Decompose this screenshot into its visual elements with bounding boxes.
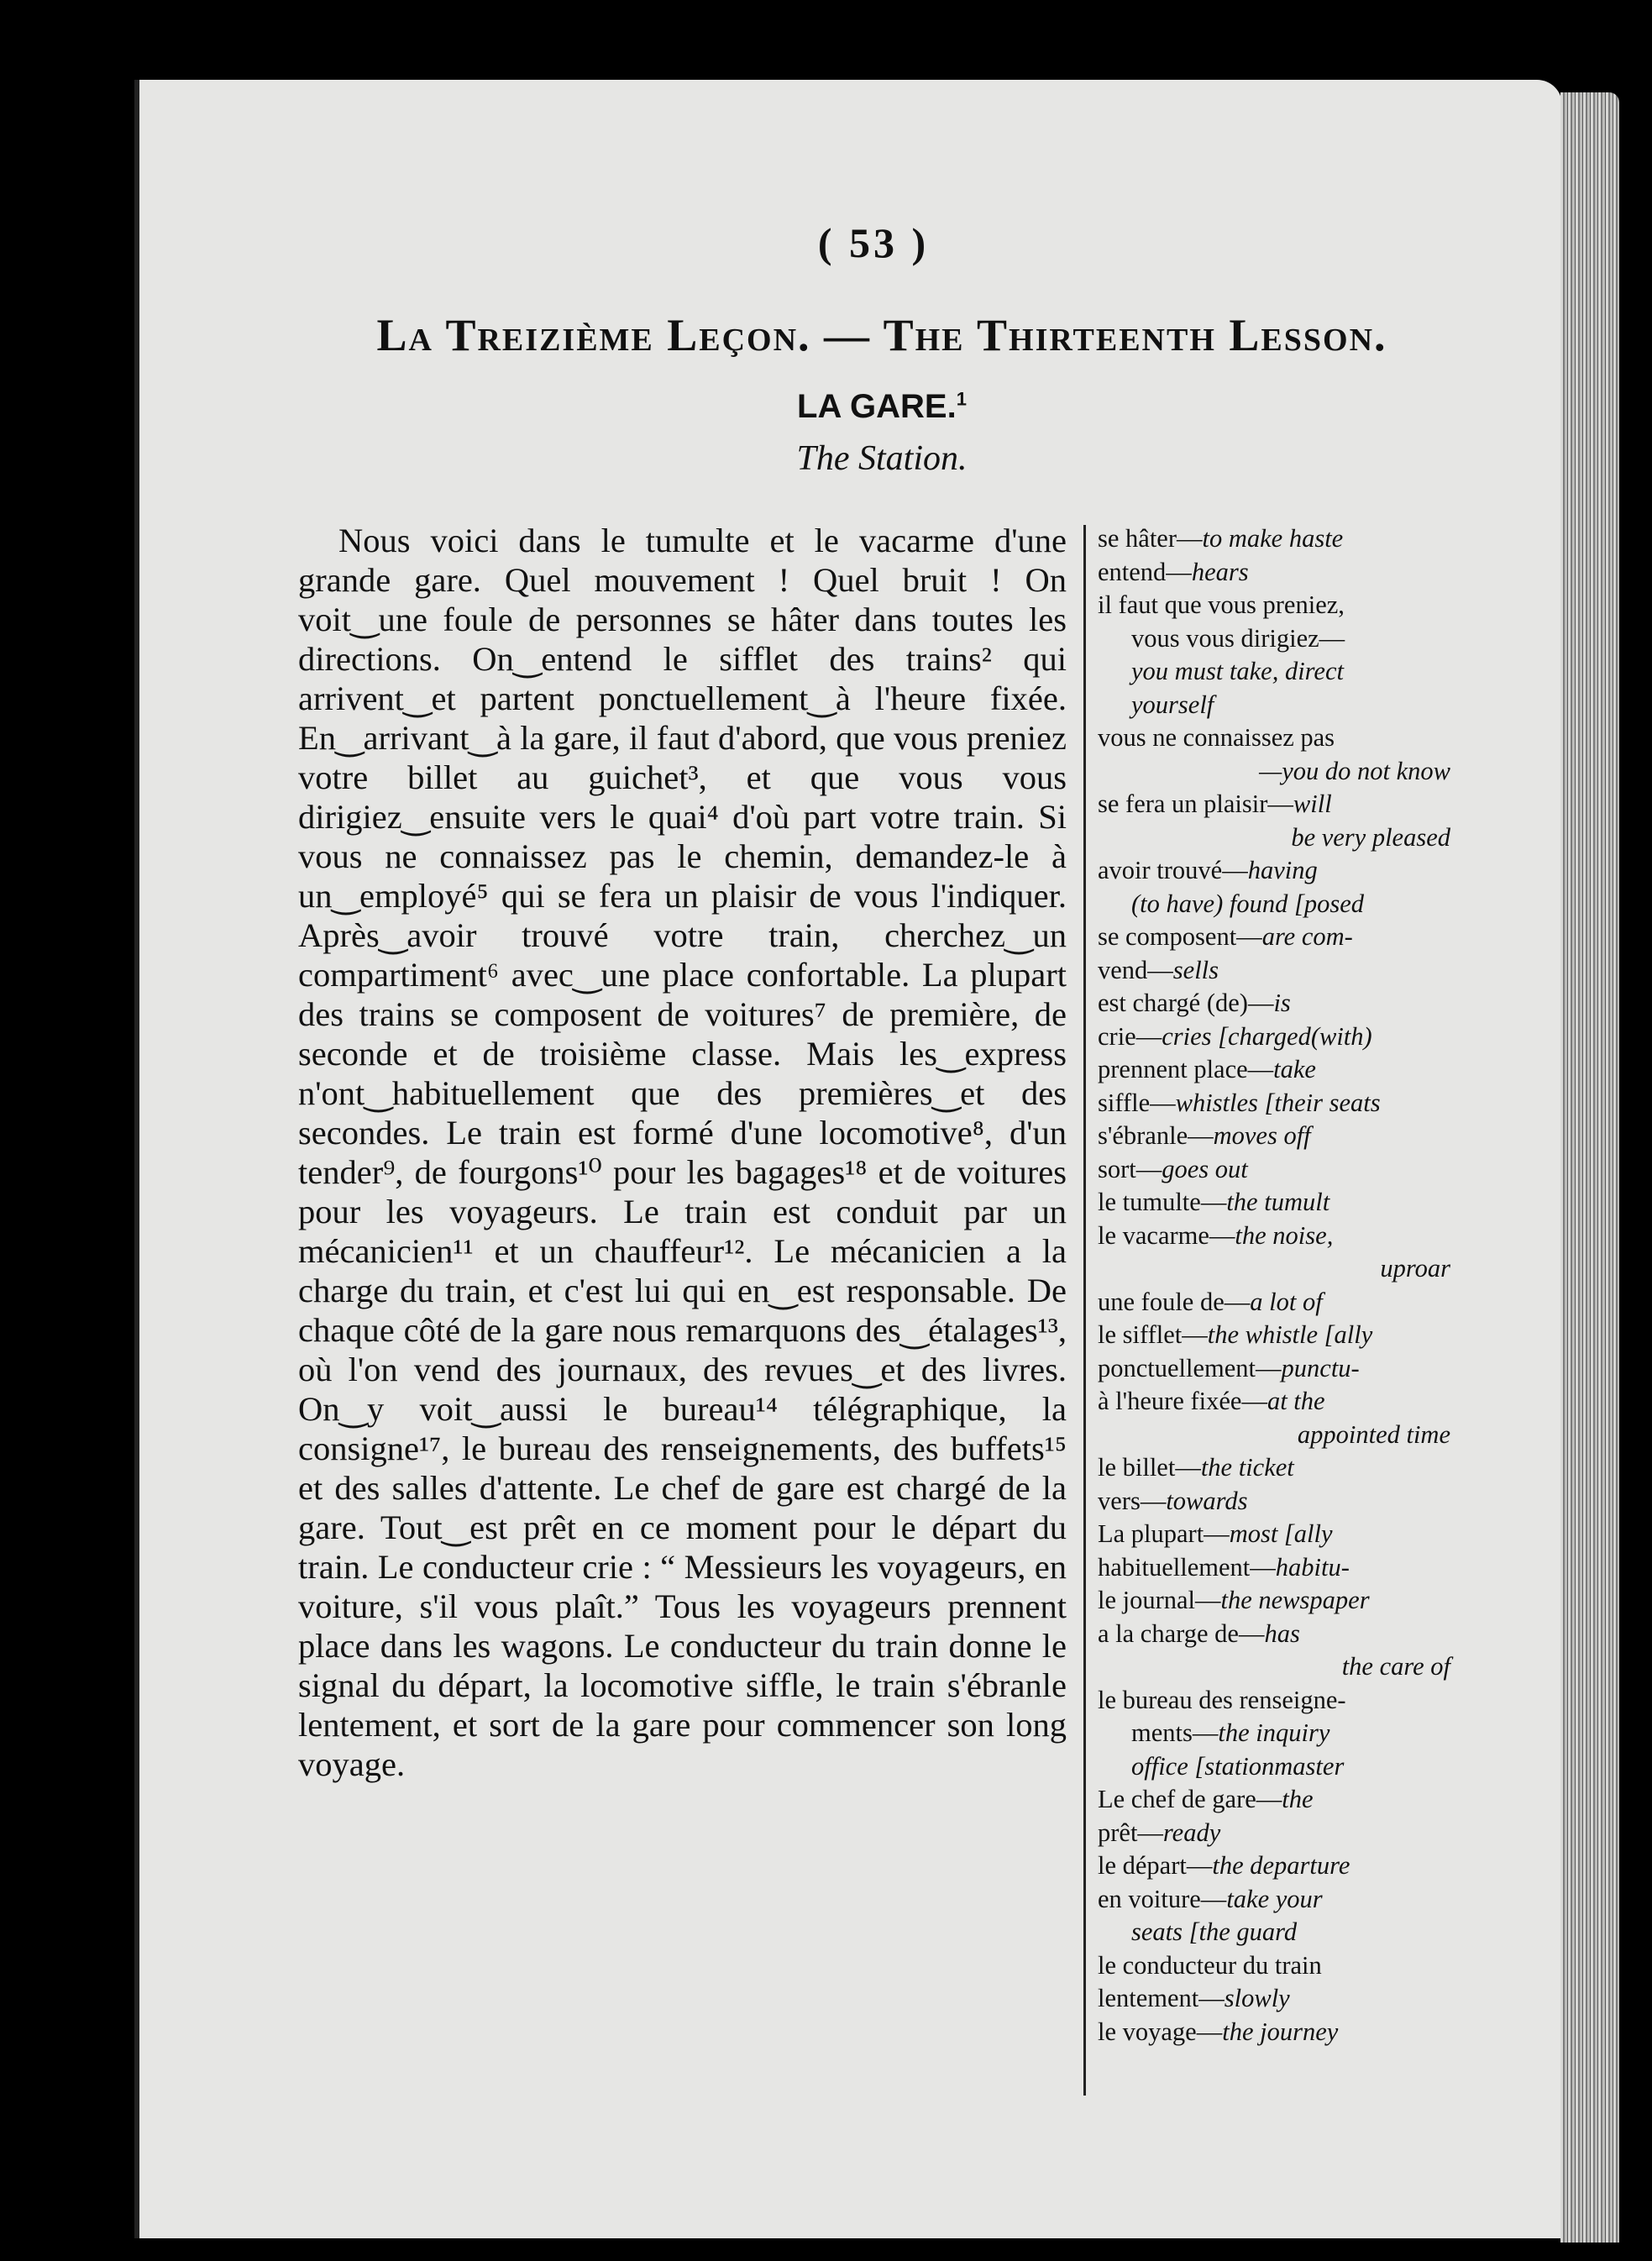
vocab-english: seats [the guard [1131, 1917, 1298, 1946]
vocab-entry [1098, 1982, 1450, 2016]
vocab-english: the inquiry [1218, 1718, 1330, 1747]
vocab-entry [1098, 556, 1450, 590]
vocab-english: to make haste [1202, 524, 1344, 553]
vocab-french: le sifflet— [1098, 1320, 1208, 1349]
vocab-french: sort— [1098, 1154, 1162, 1183]
vocab-entry [1098, 1883, 1450, 1917]
vocab-french: le journal— [1098, 1586, 1221, 1614]
vocab-entry [1098, 1419, 1450, 1452]
vocab-french: en voiture— [1098, 1884, 1227, 1913]
column-divider [1083, 525, 1086, 2096]
vocab-french: siffle— [1098, 1088, 1176, 1117]
vocab-english: (to have) found [posed [1131, 889, 1364, 918]
reading-paragraph: Nous voici dans le tumulte et le vacarme d'une grande gare. Quel mouvement ! Quel bruit ! On voit‿une foule de personnes se hâter dans toutes les directions. On‿entend le sifflet des trains² qui arrivent‿et partent ponctuellement‿à l'heure fixée. En‿arrivant‿à la gare, il faut d'abord, que vous preniez votre billet au guichet³, et que vous vous dirigiez‿ensuite vers le quai⁴ d'où part votre train. Si vous ne connaissez pas le chemin, demandez-le à un‿employé⁵ qui se fera un plaisir de vous l'indiquer. Après‿avoir trouvé votre train, cherchez‿un compartiment⁶ avec‿une place confortable. La plupart des trains se composent de voitures⁷ de première, de seconde et de troisième classe. Mais les‿express n'ont‿habituellement que des premières‿et des secondes. Le train est formé d'une locomotive⁸, d'un tender⁹, de fourgons¹⁰ pour les bagages¹⁸ et de voitures pour les voyageurs. Le train est conduit par un mécanicien¹¹ et un chauffeur¹². Le mécanicien a la charge du train, et c'est lui qui en‿est responsable. De chaque côté de la gare nous remarquons des‿étalages¹³, où l'on vend des journaux, des revues‿et des livres. On‿y voit‿aussi le bureau¹⁴ télégraphique, la consigne¹⁷, le bureau des renseignements, des buffets¹⁵ et des salles d'attente. Le chef de gare est chargé de la gare. Tout‿est prêt en ce moment pour le départ du train. Le conducteur crie : “ Messieurs les voyageurs, en voiture, s'il vous plaît.” Tous les voyageurs prennent place dans les wagons. Le conducteur du train donne le signal du départ, la locomotive siffle, le train s'ébranle lentement, et sort de la gare pour commencer son long voyage. [298, 522, 1067, 1783]
vocab-entry [1098, 1949, 1450, 1983]
vocab-english: punctu- [1281, 1353, 1360, 1382]
vocab-french: le tumulte— [1098, 1188, 1227, 1216]
vocab-english: hears [1191, 557, 1249, 586]
vocab-english: will [1293, 790, 1332, 818]
vocab-entry [1098, 1817, 1450, 1850]
vocab-french: il faut que vous preniez, [1098, 590, 1345, 619]
vocab-french: vend— [1098, 955, 1173, 984]
vocab-french: ments— [1131, 1718, 1219, 1747]
vocab-english: moves off [1213, 1121, 1311, 1150]
vocabulary-sidebar [1098, 522, 1450, 2049]
vocab-entry [1098, 1916, 1450, 1949]
vocab-english: the care of [1341, 1652, 1450, 1681]
heading-footnote-marker: 1 [956, 388, 967, 410]
vocab-french: le billet— [1098, 1453, 1201, 1482]
vocab-english: the tumult [1226, 1188, 1330, 1216]
page-stack-edge [1560, 92, 1619, 2243]
vocab-entry [1098, 655, 1450, 689]
vocab-entry [1098, 854, 1450, 888]
vocab-french: est chargé (de)— [1098, 989, 1274, 1017]
vocab-english: you must take, direct [1131, 657, 1344, 685]
vocab-french: vous vous dirigiez— [1131, 623, 1345, 653]
vocab-french: se composent— [1098, 922, 1262, 951]
vocab-french: prennent place— [1098, 1055, 1274, 1083]
vocab-entry [1098, 1319, 1450, 1352]
vocab-entry [1098, 755, 1450, 789]
vocab-entry [1098, 1286, 1450, 1319]
vocab-entry [1098, 2016, 1450, 2049]
vocab-entry [1098, 1451, 1450, 1485]
vocab-entry [1098, 1252, 1450, 1286]
vocab-french: s'ébranle— [1098, 1121, 1214, 1150]
vocab-french: à l'heure fixée— [1098, 1387, 1267, 1415]
vocab-french: vous ne connaissez pas [1098, 723, 1335, 752]
vocab-english: the noise, [1235, 1220, 1334, 1250]
vocab-french: le vacarme— [1098, 1220, 1235, 1250]
vocab-english: towards [1166, 1486, 1248, 1515]
vocab-english: —you do not know [1259, 756, 1450, 785]
vocab-english: the whistle [ally [1207, 1320, 1373, 1349]
vocab-entry [1098, 1684, 1450, 1718]
reading-subheading: The Station. [796, 439, 968, 478]
vocab-entry [1098, 1020, 1450, 1054]
reading-heading-text: LA GARE. [797, 388, 957, 425]
vocab-french: une foule de— [1098, 1287, 1251, 1316]
vocab-english: having [1247, 856, 1318, 884]
vocab-entry [1098, 788, 1450, 821]
vocab-entry [1098, 1618, 1450, 1651]
vocab-english: the journey [1222, 2017, 1339, 2046]
vocab-entry [1098, 522, 1450, 556]
vocab-french: se fera un plaisir— [1098, 790, 1293, 818]
vocab-entry [1098, 987, 1450, 1020]
page-number: ( 53 ) [817, 219, 930, 266]
vocab-entry [1098, 589, 1450, 622]
vocab-english: sells [1172, 955, 1219, 984]
vocab-french: le conducteur du train [1098, 1950, 1322, 1980]
vocab-english: a lot of [1250, 1287, 1323, 1316]
vocab-entry [1098, 1849, 1450, 1883]
vocab-french: Le chef de gare— [1098, 1785, 1282, 1813]
vocab-entry [1098, 1220, 1450, 1253]
lesson-title: La Treizième Leçon. — The Thirteenth Lesson. [376, 310, 1387, 360]
vocab-entry [1098, 821, 1450, 855]
vocab-entry [1098, 1783, 1450, 1817]
page-gutter-line [134, 80, 139, 2238]
vocab-english: uproar [1380, 1254, 1450, 1283]
vocab-french: habituellement— [1098, 1552, 1276, 1582]
vocab-english: slowly [1224, 1984, 1290, 2012]
vocab-entry [1098, 1120, 1450, 1153]
vocab-english: at the [1267, 1387, 1325, 1415]
vocab-french: le bureau des renseigne- [1098, 1685, 1346, 1714]
vocab-english: habitu- [1275, 1552, 1350, 1582]
vocab-english: the departure [1212, 1851, 1350, 1880]
vocab-english: appointed time [1297, 1419, 1450, 1449]
vocab-entry [1098, 1385, 1450, 1419]
vocab-french: La plupart— [1098, 1519, 1230, 1548]
vocab-entry [1098, 1153, 1450, 1187]
vocab-english: be very pleased [1291, 822, 1450, 852]
vocab-french: lentement— [1098, 1984, 1225, 2012]
vocab-entry [1098, 888, 1450, 921]
vocab-entry [1098, 1584, 1450, 1618]
vocab-french: se hâter— [1098, 524, 1203, 553]
vocab-entry [1098, 1650, 1450, 1684]
vocab-french: crie— [1098, 1021, 1162, 1051]
vocab-english: whistles [their seats [1175, 1088, 1381, 1117]
vocab-entry [1098, 1352, 1450, 1386]
vocab-english: take your [1226, 1884, 1323, 1913]
vocab-french: avoir trouvé— [1098, 856, 1248, 884]
vocab-entry [1098, 1750, 1450, 1784]
vocab-french: prêt— [1098, 1818, 1163, 1847]
vocab-entry [1098, 1551, 1450, 1585]
vocab-english: ready [1162, 1818, 1221, 1847]
vocab-english: yourself [1131, 690, 1214, 719]
vocab-entry [1098, 921, 1450, 954]
vocab-english: the [1282, 1785, 1314, 1813]
vocab-french: ponctuellement— [1098, 1353, 1282, 1382]
vocab-french: le voyage— [1098, 2017, 1223, 2046]
vocab-entry [1098, 1485, 1450, 1519]
vocab-english: the ticket [1200, 1453, 1294, 1482]
vocab-entry [1098, 1518, 1450, 1551]
vocab-english: is [1273, 989, 1291, 1017]
vocab-entry [1098, 954, 1450, 988]
vocab-english: cries [charged(with) [1162, 1021, 1372, 1051]
vocab-french: a la charge de— [1098, 1618, 1265, 1648]
vocab-entry [1098, 1053, 1450, 1087]
vocab-english: most [ally [1229, 1519, 1333, 1548]
vocab-french: vers— [1098, 1486, 1167, 1515]
vocab-entry [1098, 1186, 1450, 1220]
vocab-english: the newspaper [1220, 1586, 1370, 1614]
vocab-english: office [stationmaster [1131, 1751, 1345, 1781]
vocab-english: has [1264, 1618, 1300, 1648]
vocab-french: entend— [1098, 557, 1192, 586]
reading-heading [714, 388, 1050, 426]
vocab-english: goes out [1162, 1154, 1248, 1183]
vocab-entry [1098, 1717, 1450, 1750]
reading-passage [298, 521, 1067, 1784]
vocab-entry [1098, 622, 1450, 656]
vocab-english: are com- [1261, 922, 1353, 951]
vocab-english: take [1273, 1055, 1316, 1083]
vocab-entry [1098, 689, 1450, 722]
vocab-entry [1098, 721, 1450, 755]
vocab-entry [1098, 1087, 1450, 1120]
vocab-french: le départ— [1098, 1851, 1213, 1880]
